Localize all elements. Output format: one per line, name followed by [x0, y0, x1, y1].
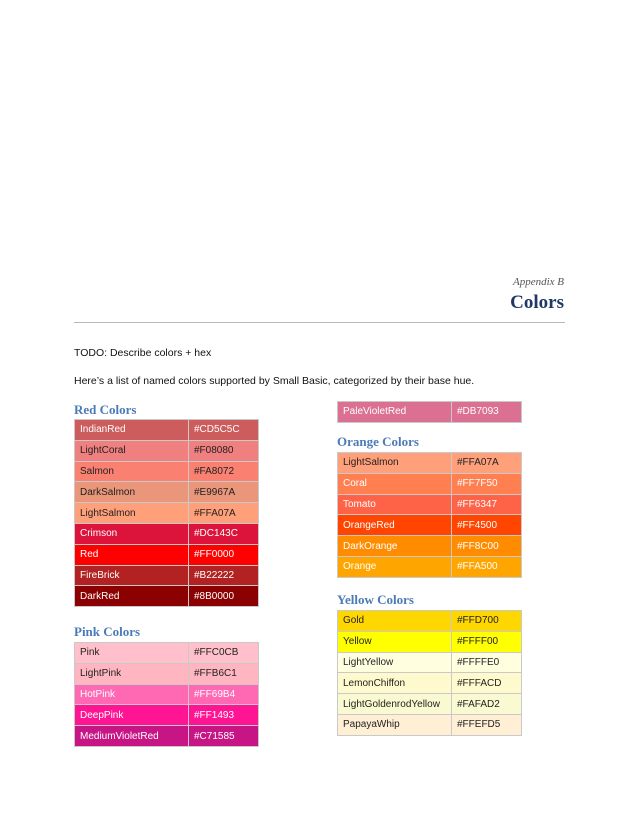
yellow-colors-table: [337, 610, 522, 736]
color-row: [75, 705, 259, 726]
color-hex: #F08080: [189, 440, 259, 461]
color-name: DarkSalmon: [75, 482, 189, 503]
color-hex: #FF7F50: [452, 473, 522, 494]
appendix-label: Appendix B: [512, 276, 564, 288]
color-hex: #E9967A: [189, 482, 259, 503]
color-hex: #FF1493: [189, 705, 259, 726]
color-name: LightPink: [75, 663, 189, 684]
title-divider: [74, 322, 565, 323]
color-name: LightCoral: [75, 440, 189, 461]
color-row: [338, 556, 522, 577]
color-row: [338, 652, 522, 673]
color-hex: #FFFACD: [452, 673, 522, 694]
color-hex: #DB7093: [452, 402, 522, 423]
color-row: [338, 673, 522, 694]
color-row: [75, 440, 259, 461]
color-row: [75, 726, 259, 747]
color-row: [75, 523, 259, 544]
yellow-colors-heading: Yellow Colors: [337, 592, 414, 607]
color-name: DarkRed: [75, 586, 189, 607]
color-hex: #FFA500: [452, 556, 522, 577]
color-name: DarkOrange: [338, 536, 452, 557]
color-row: [338, 714, 522, 735]
color-name: PapayaWhip: [338, 714, 452, 735]
color-row: [338, 494, 522, 515]
color-hex: #DC143C: [189, 523, 259, 544]
color-name: FireBrick: [75, 565, 189, 586]
color-row: [75, 643, 259, 664]
todo-note: TODO: Describe colors + hex: [74, 347, 212, 359]
color-name: MediumVioletRed: [75, 726, 189, 747]
red-colors-table: [74, 419, 259, 607]
color-name: Orange: [338, 556, 452, 577]
color-name: Yellow: [338, 631, 452, 652]
color-hex: #FFA07A: [452, 453, 522, 474]
color-name: LightSalmon: [75, 503, 189, 524]
color-hex: #FA8072: [189, 461, 259, 482]
color-hex: #FAFAD2: [452, 694, 522, 715]
color-hex: #FFC0CB: [189, 643, 259, 664]
color-row: [338, 515, 522, 536]
color-name: DeepPink: [75, 705, 189, 726]
color-name: LightSalmon: [338, 453, 452, 474]
intro-paragraph: Here’s a list of named colors supported by Small Basic, categorized by their base hue.: [74, 375, 475, 387]
color-hex: #FF8C00: [452, 536, 522, 557]
color-name: Crimson: [75, 523, 189, 544]
color-name: Pink: [75, 643, 189, 664]
color-row: [75, 503, 259, 524]
color-name: PaleVioletRed: [338, 402, 452, 423]
color-hex: #FFFFE0: [452, 652, 522, 673]
color-row: [75, 482, 259, 503]
pink-colors-table: [74, 642, 259, 747]
color-row: [338, 611, 522, 632]
color-hex: #FFB6C1: [189, 663, 259, 684]
color-hex: #CD5C5C: [189, 420, 259, 441]
color-row: [338, 536, 522, 557]
color-row: [75, 461, 259, 482]
color-name: LemonChiffon: [338, 673, 452, 694]
red-colors-heading: Red Colors: [74, 402, 137, 417]
color-row: [75, 663, 259, 684]
color-hex: #FFD700: [452, 611, 522, 632]
color-row: [75, 586, 259, 607]
color-name: Coral: [338, 473, 452, 494]
color-hex: #FF6347: [452, 494, 522, 515]
color-name: IndianRed: [75, 420, 189, 441]
pink-colors-heading: Pink Colors: [74, 624, 141, 639]
color-row: [75, 684, 259, 705]
orange-colors-table: [337, 452, 522, 578]
color-name: Gold: [338, 611, 452, 632]
color-row: [338, 453, 522, 474]
color-name: OrangeRed: [338, 515, 452, 536]
color-row: [338, 473, 522, 494]
color-row: [338, 631, 522, 652]
color-name: HotPink: [75, 684, 189, 705]
pink-colors-continued-table: [337, 401, 522, 423]
color-name: Red: [75, 544, 189, 565]
color-hex: #FFFF00: [452, 631, 522, 652]
color-name: LightGoldenrodYellow: [338, 694, 452, 715]
color-hex: #B22222: [189, 565, 259, 586]
color-name: Tomato: [338, 494, 452, 515]
color-row: [75, 420, 259, 441]
color-row: [75, 565, 259, 586]
orange-colors-heading: Orange Colors: [337, 434, 419, 449]
color-hex: #FFA07A: [189, 503, 259, 524]
color-row: [338, 402, 522, 423]
color-hex: #8B0000: [189, 586, 259, 607]
color-row: [338, 694, 522, 715]
color-hex: #FF69B4: [189, 684, 259, 705]
color-name: Salmon: [75, 461, 189, 482]
chapter-title: Colors: [510, 292, 564, 313]
color-hex: #FF0000: [189, 544, 259, 565]
color-hex: #FFEFD5: [452, 714, 522, 735]
color-row: [75, 544, 259, 565]
color-hex: #C71585: [189, 726, 259, 747]
color-name: LightYellow: [338, 652, 452, 673]
color-hex: #FF4500: [452, 515, 522, 536]
